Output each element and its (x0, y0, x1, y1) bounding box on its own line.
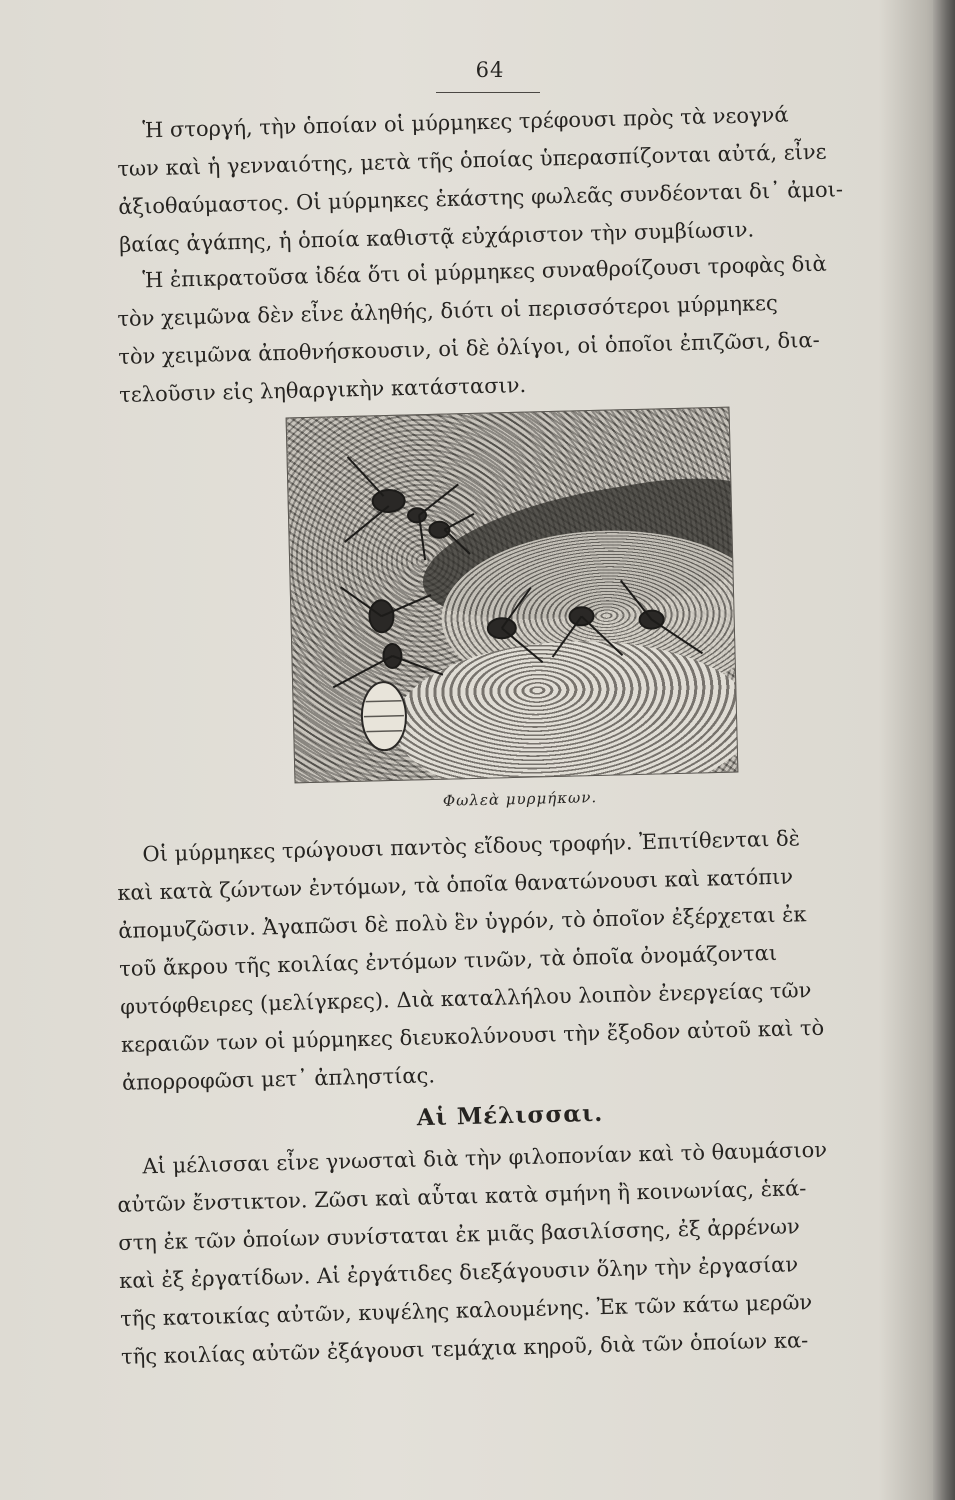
text-line: τὸν χειμῶνα δὲν εἶνε ἀληθής, διότι οἱ περισσότεροι μύρμηκες (117, 290, 778, 331)
text-line: στη ἐκ τῶν ὁποίων συνίσταται ἐκ μιᾶς βασιλίσσης, ἐξ ἀρρένων (118, 1214, 800, 1255)
text-line: Ἡ ἐπικρατοῦσα ἰδέα ὅτι οἱ μύρμηκες συναθροίζουσι τροφὰς διὰ (142, 251, 827, 293)
text-line: καὶ κατὰ ζώντων ἐντόμων, τὰ ὁποῖα θανατώνουσι καὶ κατόπιν (117, 864, 794, 905)
text-line: Ἡ στοργή, τὴν ὁποίαν οἱ μύρμηκες τρέφουσι πρὸς τὰ νεογνά (142, 102, 789, 143)
ant-icon (327, 444, 480, 568)
page-number-rule (436, 92, 540, 93)
ant-with-larva-icon (311, 574, 456, 767)
text-line: τῆς κατοικίας αὐτῶν, κυψέλης καλουμένης. Ἐκ τῶν κάτω μερῶν (119, 1290, 813, 1331)
text-line: φυτόφθειρες (μελίγκρες). Διὰ καταλλήλου λοιπὸν ἐνεργείας τῶν (119, 978, 812, 1019)
paragraph-ant-affection (116, 93, 909, 264)
figure-caption: Φωλεὰ μυρμήκων. (442, 788, 598, 810)
paragraph-ant-winter (116, 243, 909, 414)
text-line: Αἱ μέλισσαι εἶνε γνωσταὶ διὰ τὴν φιλοπονίαν καὶ τὸ θαυμάσιον (142, 1137, 828, 1179)
text-line: τελοῦσιν εἰς ληθαργικὴν κατάστασιν. (118, 373, 527, 407)
text-line: βαίας ἀγάπης, ἡ ὁποία καθιστᾷ εὐχάριστον τὴν συμβίωσιν. (118, 217, 755, 257)
text-line: Οἱ μύρμηκες τρώγουσι παντὸς εἴδους τροφήν. Ἐπιτίθενται δὲ (142, 826, 801, 867)
text-line: κεραιῶν των οἱ μύρμηκες διευκολύνουσι τὴν ἔξοδον αὐτοῦ καὶ τὸ (120, 1015, 825, 1057)
text-line: αὐτῶν ἔνστικτον. Ζῶσι καὶ αὗται κατὰ σμήνη ἢ κοινωνίας, ἑκά- (117, 1176, 807, 1217)
paragraph-bees (116, 1129, 911, 1376)
text-line: ἀξιοθαύμαστος. Οἱ μύρμηκες ἑκάστης φωλεᾶς συνδέονται δι᾽ ἀμοι- (118, 177, 844, 219)
text-line: ἀπορροφῶσι μετ᾽ ἀπληστίας. (121, 1063, 436, 1095)
paragraph-ant-food (116, 817, 912, 1102)
text-line: τῆς κοιλίας αὐτῶν ἐξάγουσι τεμάχια κηροῦ, διὰ τῶν ὁποίων κα- (120, 1328, 809, 1369)
section-heading: Αἱ Μέλισσαι. (416, 1099, 604, 1132)
text-line: τὸν χειμῶνα ἀποθνήσκουσιν, οἱ δὲ ὀλίγοι, οἱ ὁποῖοι ἐπιζῶσι, δια- (118, 327, 820, 369)
ant-column-icon (471, 573, 723, 669)
text-line: τοῦ ἄκρου τῆς κοιλίας ἐντόμων τινῶν, τὰ ὁποῖα ὀνομάζονται (118, 940, 778, 981)
page-number: 64 (475, 58, 505, 82)
text-line: καὶ ἐξ ἐργατίδων. Αἱ ἐργάτιδες διεξάγουσιν ὅλην τὴν ἐργασίαν (118, 1252, 799, 1293)
text-line: των καὶ ἡ γενναιότης, μετὰ τῆς ὁποίας ὑπερασπίζονται αὐτά, εἶνε (117, 139, 827, 181)
page-edge-shadow (933, 0, 955, 1500)
ant-nest-illustration (286, 407, 739, 784)
text-line: ἀπομυζῶσιν. Ἀγαπῶσι δὲ πολὺ ἓν ὑγρόν, τὸ ὁποῖον ἐξέρχεται ἐκ (118, 902, 807, 943)
